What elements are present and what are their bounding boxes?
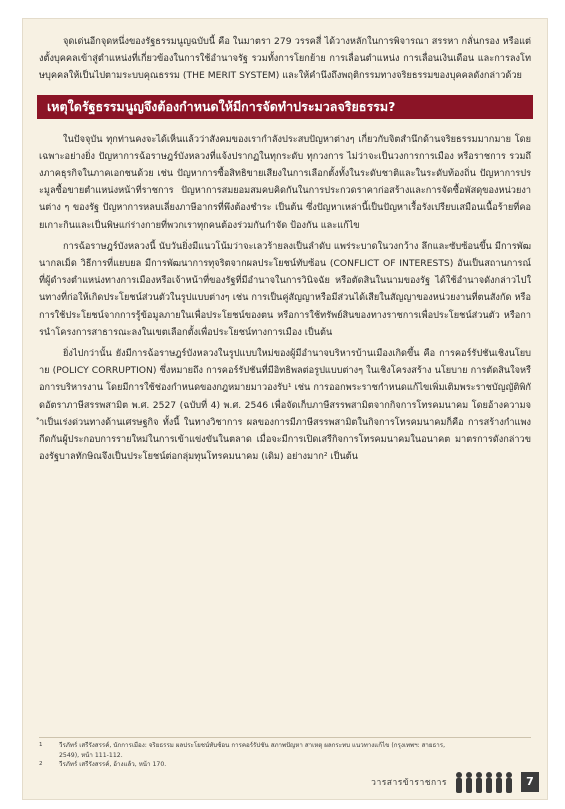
footnote-mark: 1	[39, 742, 43, 748]
page-frame	[22, 18, 548, 800]
people-silhouette-icon	[453, 771, 515, 793]
footnote-divider	[39, 737, 531, 738]
body-paragraph-2: การฉ้อราษฎร์บังหลวงนี้ นับวันยิ่งมีแนวโน้มว่าจะเลวร้ายลงเป็นลำดับ แพร่ระบาดในวงกว้าง ลึกและซับซ้อนขึ้น มีการพัฒนากลเม็ด วิธีการที่แยบยล มีการพัฒนาการทุจริตจากผลประโยชน์ทับซ้อน (CONFLICT OF INTERESTS) อันเป็นสถานการณ์ที่ผู้ดำรงตำแหน่งทางการเมืองหรือเจ้าหน้าที่ของรัฐที่มีอำนาจในการวินิจฉัย หรือตัดสินในนามของรัฐ ได้ใช้อำนาจดังกล่าวไปในทางที่ก่อให้เกิดประโยชน์ส่วนตัวในรูปแบบต่างๆ เช่น การเป็นคู่สัญญาหรือมีส่วนได้เสียในสัญญาของหน่วยงานที่ตนสังกัด หรือการใช้ประโยชน์จากการรู้ข้อมูลภายในเพื่อประโยชน์ของตน หรือการใช้ทรัพย์สินของทางราชการเพื่อประโยชน์ส่วนตัว หรือการนำโครงการสาธารณะลงในเขตเลือกตั้งเพื่อประโยชน์ทางการเมือง เป็นต้น	[39, 240, 531, 338]
section-heading: เหตุใดรัฐธรรมนูญจึงต้องกำหนดให้มีการจัดทำประมวลจริยธรรม?	[37, 95, 533, 119]
footnote-text: วีรภัทร์ เสรีรังสรรค์, นักการเมือง: จริยธรรม ผลประโยชน์ทับซ้อน การคอร์รัปชัน สภาพปัญหา สาเหตุ ผลกระทบ แนวทางแก้ไข (กรุงเทพฯ: สายธาร, 2549), หน้า 111-112.	[59, 742, 446, 759]
journal-title: วารสารข้าราชการ	[371, 778, 447, 788]
footnote-2	[39, 760, 459, 770]
intro-paragraph: จุดเด่นอีกจุดหนึ่งของรัฐธรรมนูญฉบับนี้ คือ ในมาตรา 279 วรรคสี่ ได้วางหลักในการพิจารณา สรรหา กลั่นกรอง หรือแต่งตั้งบุคคลเข้าสู่ตำแหน่งที่เกี่ยวข้องในการใช้อำนาจรัฐ รวมทั้งการโยกย้าย การเลื่อนตำแหน่ง การเลื่อนเงินเดือน และการลงโทษบุคคลให้เป็นไปตามระบบคุณธรรม (THE MERIT SYSTEM) และให้คำนึงถึงพฤติกรรมทางจริยธรรมของบุคคลดังกล่าวด้วย	[39, 36, 531, 82]
article-body	[39, 33, 531, 465]
journal-footer	[371, 771, 539, 793]
footnote-mark: 2	[39, 761, 43, 767]
page-number: 7	[521, 772, 539, 792]
body-paragraph-1: ในปัจจุบัน ทุกท่านคงจะได้เห็นแล้วว่าสังคมของเรากำลังประสบปัญหาต่างๆ เกี่ยวกับจิตสำนึกด้านจริยธรรมมากมาย โดยเฉพาะอย่างยิ่ง ปัญหาการฉ้อราษฎร์บังหลวงที่แจ้งปรากฏในทุกระดับ ทุกวงการ ไม่ว่าจะเป็นวงการการเมือง หรือราชการ รวมถึงภาคธุรกิจในภาคเอกชนด้วย เช่น ปัญหาการซื้อสิทธิขายเสียงในการเลือกตั้งทั้งในระดับชาติและในระดับท้องถิ่น ปัญหาการประมูลซื้อขายตำแหน่งหน้าที่ราชการ ปัญหาการสมยอมสมคบคิดกันในการประกวดราคาก่อสร้างและการจัดซื้อพัสดุของหน่วยงานต่าง ๆ ของรัฐ ปัญหาการหลบเลี่ยงภาษีอากรที่พึงต้องชำระ เป็นต้น ซึ่งปัญหาเหล่านี้เป็นปัญหาเรื้อรังเปรียบเสมือนเนื้อร้ายที่คอยเกาะกินและเป็นพิษแก่ร่างกายที่พวกเราทุกคนต้องร่วมกันกำจัด ป้องกัน และแก้ไข	[39, 133, 531, 231]
footnote-1	[39, 741, 459, 760]
footnotes	[39, 741, 459, 770]
footnote-text: วีรภัทร์ เสรีรังสรรค์, อ้างแล้ว, หน้า 170.	[59, 761, 167, 768]
body-paragraph-3: ยิ่งไปกว่านั้น ยังมีการฉ้อราษฎร์บังหลวงในรูปแบบใหม่ของผู้มีอำนาจบริหารบ้านเมืองเกิดขึ้น คือ การคอร์รัปชันเชิงนโยบาย (POLICY CORRUPTION) ซึ่งหมายถึง การคอร์รัปชันที่มีอิทธิพลต่อรูปแบบต่างๆ ในเชิงโครงสร้าง นโยบาย การตัดสินใจหรือการบริหารงาน โดยมีการใช้ช่องกำหนดของกฎหมายมาวองรับ¹ เช่น การออกพระราชกำหนดแก้ไขเพิ่มเติมพระราชบัญญัติพิกัดอัตราภาษีสรรพสามิต พ.ศ. 2527 (ฉบับที่ 4) พ.ศ. 2546 เพื่อจัดเก็บภาษีสรรพสามิตจากกิจการโทรคมนาคม โดยอ้างความจำเป็นเร่งด่วนทางด้านเศรษฐกิจ ทั้งนี้ ในทางวิชาการ ผลของการมีภาษีสรรพสามิตในกิจการโทรคมนาคมก็คือ การสร้างกำแพงกีดกันผู้ประกอบการรายใหม่ในการเข้าแข่งขันในตลาด เมื่อจะมีการเปิดเสรีกิจการโทรคมนาคมในอนาคต มาตรการดังกล่าวของรัฐบาลทักษิณจึงเป็นประโยชน์ต่อกลุ่มทุนโทรคมนาคม (เดิม) อย่างมาก² เป็นต้น	[39, 348, 531, 463]
